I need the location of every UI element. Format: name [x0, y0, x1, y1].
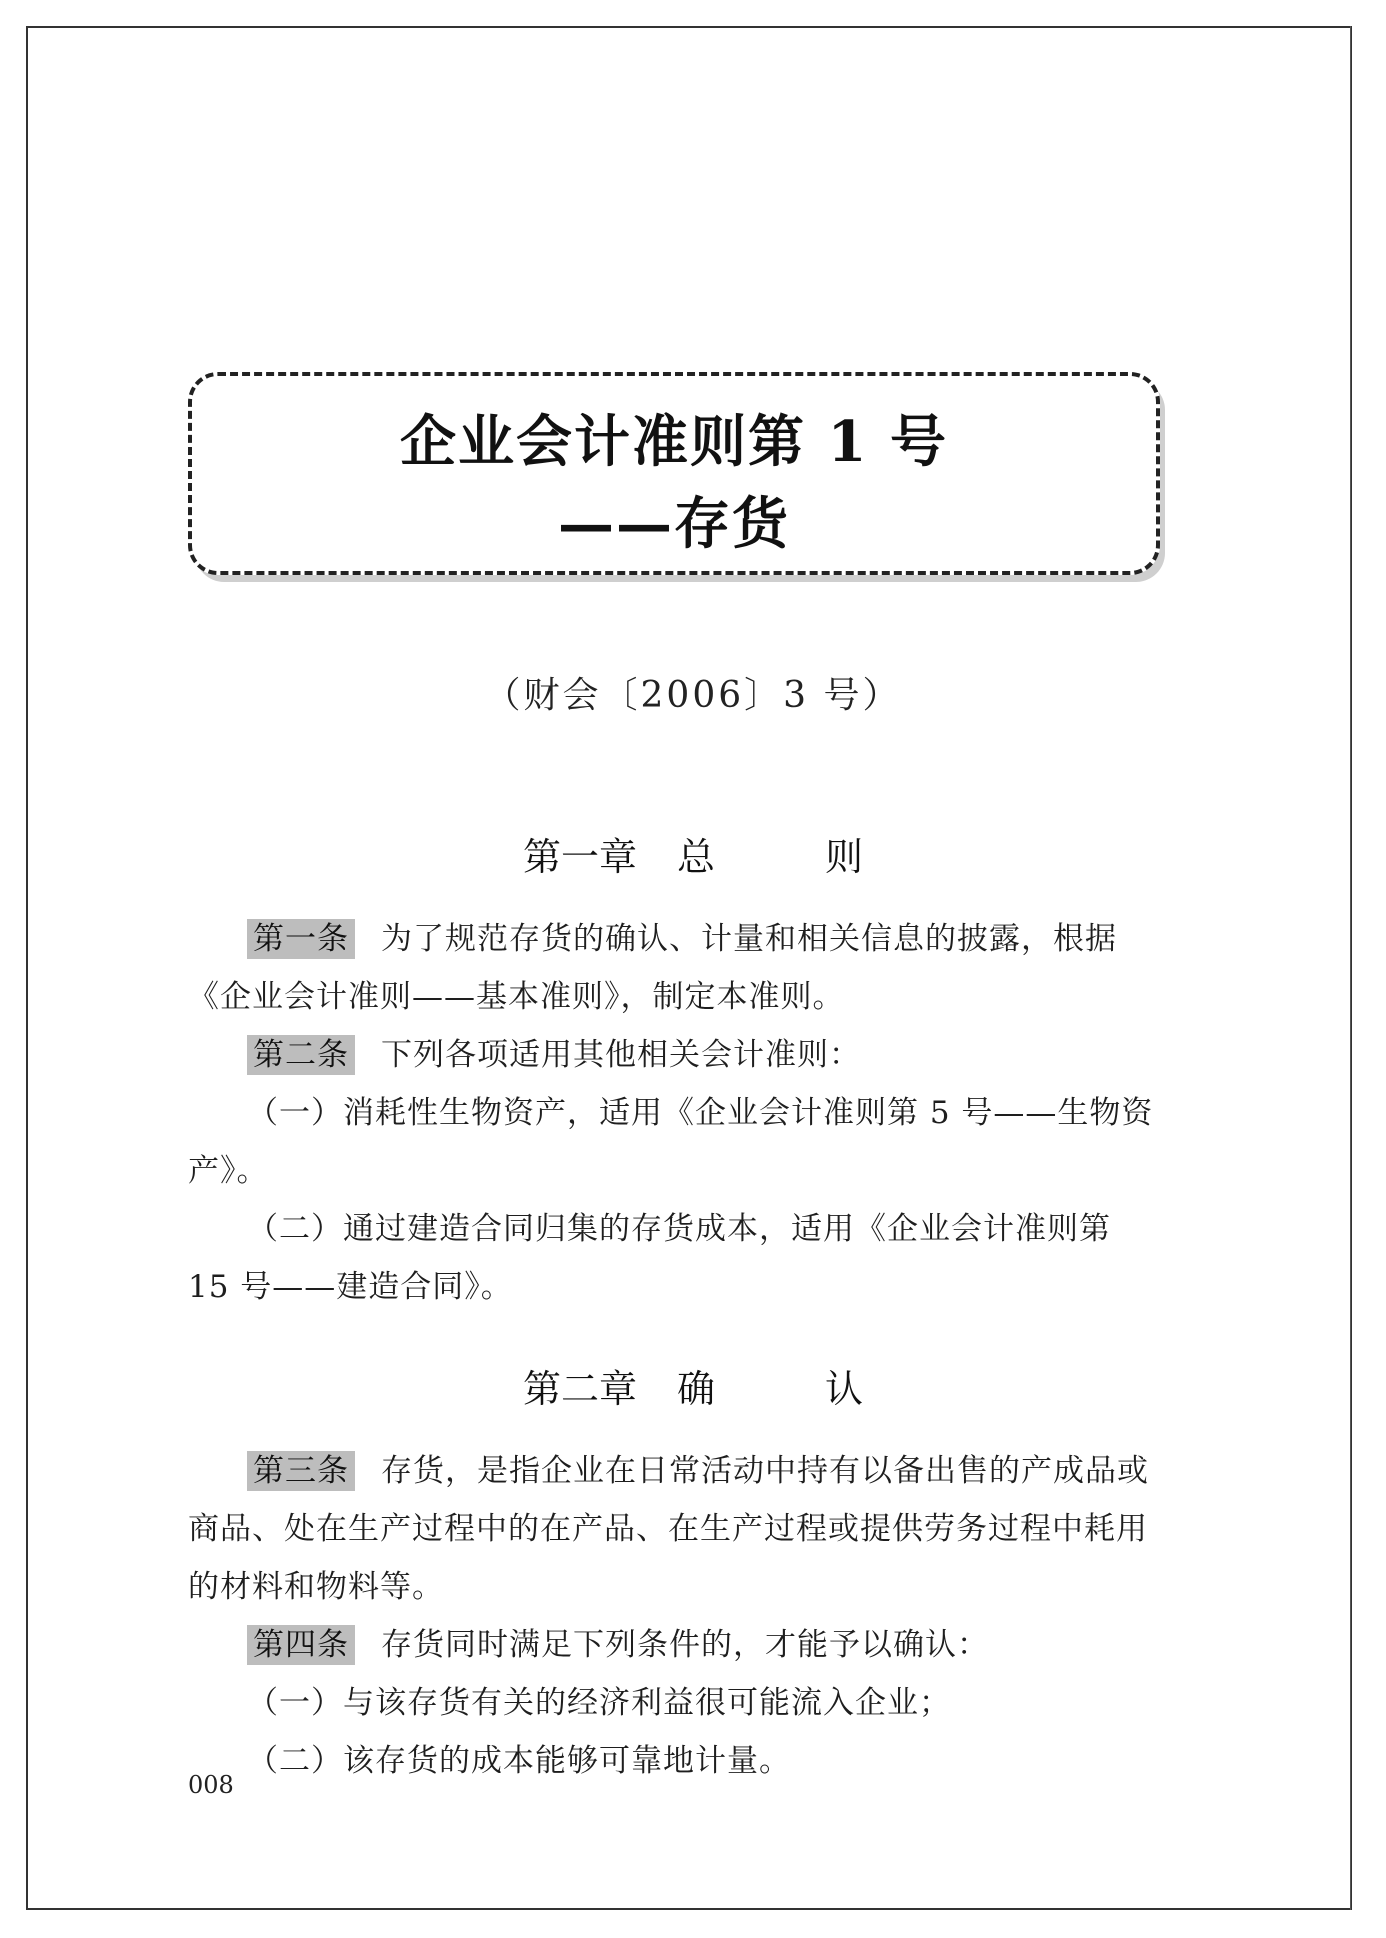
article-paragraph — [188, 1026, 1160, 1084]
chapter-label: 第一章 — [522, 835, 637, 879]
article-text: 存货同时满足下列条件的，才能予以确认： — [381, 1627, 989, 1663]
title-line-2: ——存货 — [558, 491, 790, 557]
chapter-heading-2 — [0, 1367, 1386, 1411]
title-line-1: 企业会计准则第 1 号 — [400, 409, 948, 475]
clause-paragraph — [188, 1732, 1160, 1790]
clause-text: （一）消耗性生物资产，适用《企业会计准则第 5 号——生物资产》。 — [188, 1095, 1154, 1189]
article-tag: 第三条 — [247, 1451, 355, 1491]
chapter-name-char: 认 — [825, 1367, 864, 1411]
clause-text: （二）该存货的成本能够可靠地计量。 — [247, 1743, 791, 1779]
article-paragraph — [188, 910, 1160, 1026]
clause-text: （一）与该存货有关的经济利益很可能流入企业； — [247, 1685, 951, 1721]
clause-paragraph — [188, 1084, 1160, 1200]
chapter-heading-1 — [0, 835, 1386, 879]
article-text: 存货，是指企业在日常活动中持有以备出售的产成品或商品、处在生产过程中的在产品、在生产过程或提供劳务过程中耗用的材料和物料等。 — [188, 1453, 1149, 1605]
article-text: 下列各项适用其他相关会计准则： — [381, 1037, 861, 1073]
page-spine-line — [1350, 26, 1351, 1910]
clause-paragraph — [188, 1200, 1160, 1316]
chapter-label: 第二章 — [522, 1367, 637, 1411]
clause-text: （二）通过建造合同归集的存货成本，适用《企业会计准则第 15 号——建造合同》。 — [188, 1211, 1111, 1305]
article-text: 为了规范存货的确认、计量和相关信息的披露，根据《企业会计准则——基本准则》，制定本准则。 — [188, 921, 1117, 1015]
title-box — [188, 372, 1160, 575]
article-paragraph — [188, 1616, 1160, 1674]
article-tag: 第二条 — [247, 1035, 355, 1075]
article-paragraph — [188, 1442, 1160, 1616]
article-tag: 第一条 — [247, 919, 355, 959]
chapter-name-char: 则 — [825, 835, 864, 879]
page-number: 008 — [188, 1771, 234, 1799]
clause-paragraph — [188, 1674, 1160, 1732]
chapter-name-char: 总 — [676, 835, 715, 879]
document-number: （财会〔2006〕3 号） — [484, 675, 902, 716]
chapter-name-char: 确 — [676, 1367, 715, 1411]
article-tag: 第四条 — [247, 1625, 355, 1665]
